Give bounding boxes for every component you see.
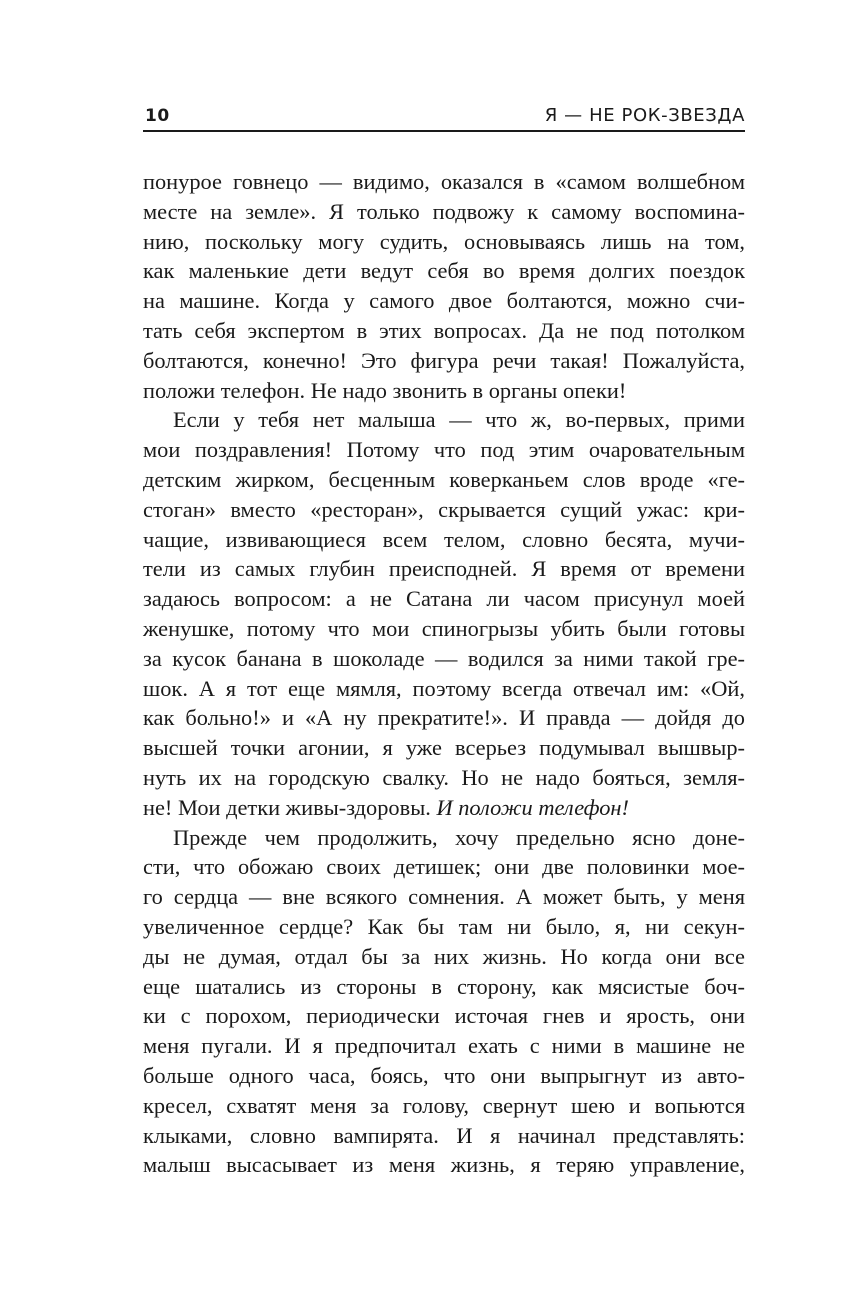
text-line: задаюсь вопросом: а не Сатана ли часом присунул моей: [143, 586, 745, 612]
running-title: Я — НЕ РОК-ЗВЕЗДА: [544, 105, 745, 126]
text-line: го сердца — вне всякого сомнения. А может быть, у меня: [143, 884, 745, 910]
text-line: Прежде чем продолжить, хочу предельно ясно донe-: [173, 824, 745, 850]
text-line: как маленькие дети ведут себя во время долгих поездок: [143, 258, 745, 284]
text-line: понурое говнецо — видимо, оказался в «самом волшебном: [143, 169, 745, 194]
text-line: [143, 793, 745, 823]
text-line: болтаются, конечно! Это фигура речи такая! Пожалуйста,: [143, 347, 745, 373]
text-span: не! Мои детки живы-здоровы.: [143, 794, 431, 820]
italic-phrase: И положи телефон!: [436, 794, 629, 820]
text-line: малыш высасывает из меня жизнь, я теряю управление,: [143, 1152, 745, 1178]
text-line: положи телефон. Не надо звонить в органы опеки!: [143, 377, 627, 403]
text-line: на машине. Когда у самого двое болтаются, можно счи-: [143, 288, 745, 314]
text-line: тать себя экспертом в этих вопросах. Да не под потолком: [143, 317, 745, 343]
text-line: высшей точки агонии, я уже всерьез подумывал вышвыр-: [143, 735, 745, 761]
text-line: Если у тебя нет малыша — что ж, во-первых, прими: [173, 407, 745, 433]
running-header: [143, 100, 745, 132]
text-line: кресел, схватят меня за голову, свернут шею и вопьются: [143, 1092, 745, 1118]
text-line: ки с порохом, периодически источая гнев и ярость, они: [143, 1003, 745, 1029]
text-line: женушке, потому что мои спиногрызы убить были готовы: [143, 615, 745, 641]
text-line: увеличенное сердце? Как бы там ни было, я, ни секун-: [143, 913, 745, 939]
text-line: еще шатались из стороны в сторону, как мясистые боч-: [143, 973, 745, 999]
page-number: 10: [145, 106, 170, 126]
text-line: мои поздравления! Потому что под этим очаровательным: [143, 437, 745, 463]
text-line: нуть их на городскую свалку. Но не надо бояться, земля-: [143, 764, 745, 790]
text-line: сти, что обожаю своих детишек; они две половинки моe-: [143, 854, 745, 880]
text-line: тели из самых глубин преисподней. Я время от времени: [143, 556, 745, 582]
text-line: нию, поскольку могу судить, основываясь лишь на том,: [143, 228, 745, 254]
text-line: как больно!» и «А ну прекратите!». И правда — дойдя до: [143, 705, 745, 731]
text-line: больше одного часа, боясь, что они выпрыгнут из авто-: [143, 1062, 745, 1088]
text-line: детским жирком, бесценным коверканьем слов вроде «ге-: [143, 466, 745, 492]
text-line: меня пугали. И я предпочитал ехать с ними в машине не: [143, 1033, 745, 1059]
text-line: стоган» вместо «ресторан», скрывается сущий ужас: кри-: [143, 496, 745, 522]
text-line: клыками, словно вампирята. И я начинал представлять:: [143, 1122, 745, 1148]
text-line: за кусок банана в шоколаде — водился за ними такой гре-: [143, 645, 745, 671]
text-line: чащие, извивающиеся всем телом, словно бесята, мучи-: [143, 526, 745, 552]
text-line: шок. А я тот еще мямля, поэтому всегда отвечал им: «Ой,: [143, 675, 745, 701]
text-line: ды не думая, отдал бы за них жизнь. Но когда они все: [143, 943, 745, 969]
body-text: [143, 167, 745, 1180]
text-line: месте на земле». Я только подвожу к самому воспомина-: [143, 198, 745, 224]
